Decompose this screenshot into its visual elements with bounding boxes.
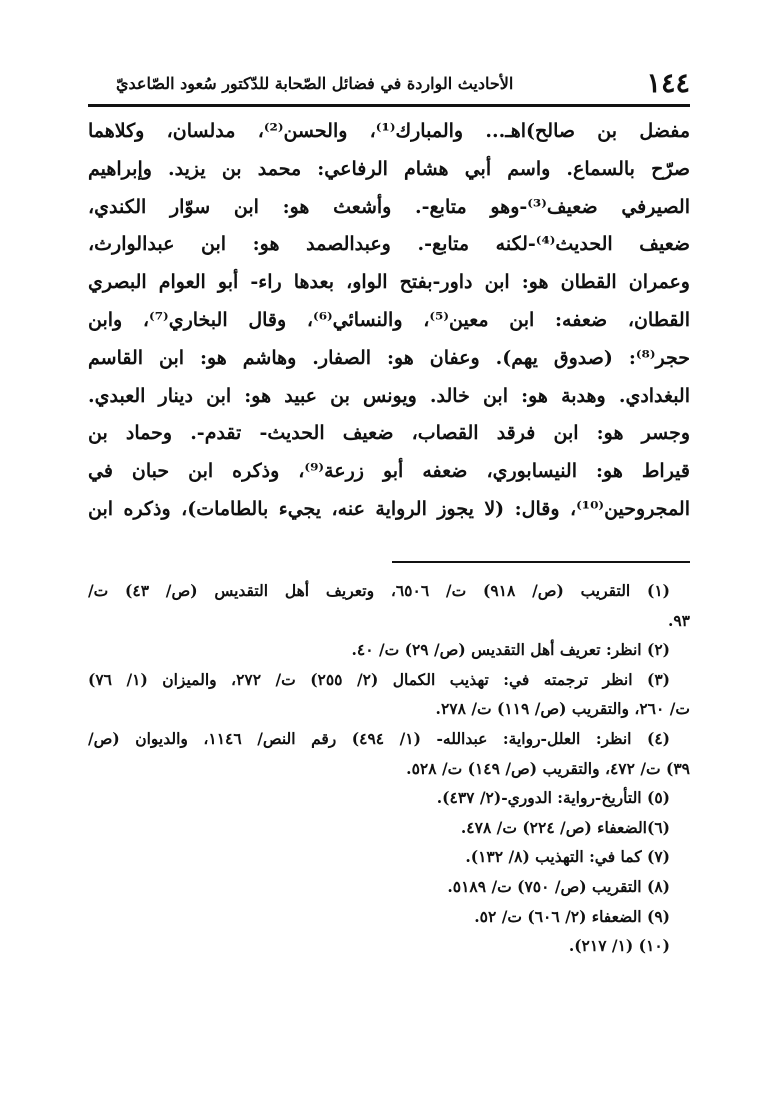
footnote-4: (٤) انظر: العلل-رواية: عبدالله- (١/ ٤٩٤) رقم النص/ ١١٤٦، والديوان (ص/ [88, 728, 670, 748]
footnote-1: (١) التقريب (ص/ ٩١٨) ت/ ٦٥٠٦، وتعريف أهل التقديس (ص/ ٤٣) ت/ [88, 581, 671, 600]
footnote-1-continued: ٩٣. [667, 610, 690, 630]
main-text [88, 113, 690, 529]
footnote-6: (٦)الضعفاء (ص/ ٢٢٤) ت/ ٤٧٨. [460, 817, 670, 837]
footnote-7: (٧) كما في: التهذيب (٨/ ١٣٢). [465, 847, 670, 867]
footnotes [88, 576, 690, 961]
footnote-9: (٩) الضعفاء (٢/ ٦٠٦) ت/ ٥٢. [474, 906, 670, 926]
page-number: ١٤٤ [646, 67, 690, 99]
text-line: وجسر هو: ابن فرقد القصاب، ضعيف الحديث- تقدم-. وحماد بن [88, 422, 690, 445]
footnote-2: (٢) انظر: تعريف أهل التقديس (ص/ ٢٩) ت/ ٤٠. [351, 640, 670, 660]
text-line: ضعيف الحديث⁽⁴⁾-لكنه متابع-. وعبدالصمد هو: ابن عبدالوارث، [88, 233, 690, 256]
footnote-8: (٨) التقريب (ص/ ٧٥٠) ت/ ٥١٨٩. [447, 876, 670, 896]
text-line: صرّح بالسماع. واسم أبي هشام الرفاعي: محمد بن يزيد. وإبراهيم [88, 157, 690, 180]
footnote-4-continued: ٣٩) ت/ ٤٧٢، والتقريب (ص/ ١٤٩) ت/ ٥٢٨. [406, 758, 690, 778]
footnote-separator [392, 561, 690, 563]
text-line: مفضل بن صالح)اهـ... والمبارك⁽¹⁾، والحسن⁽²⁾، مدلسان، وكلاهما [88, 120, 690, 142]
text-line: وعمران القطان هو: ابن داور-بفتح الواو، بعدها راء- أبو العوام البصري [88, 271, 690, 294]
text-line: البغدادي. وهدبة هو: ابن خالد. ويونس بن عبيد هو: ابن دينار العبدي. [88, 384, 690, 407]
running-head [88, 62, 690, 104]
text-line: المجروحين⁽¹⁰⁾، وقال: (لا يجوز الرواية عنه، يجيء بالطامات)، وذكره ابن [88, 497, 690, 520]
text-line: حجر⁽⁸⁾: (صدوق يهم). وعفان هو: الصفار. وهاشم هو: ابن القاسم [88, 346, 690, 369]
footnote-3-continued: ت/ ٢٦٠، والتقريب (ص/ ١١٩) ت/ ٢٧٨. [435, 699, 690, 719]
text-line: القطان، ضعفه: ابن معين⁽⁵⁾، والنسائي⁽⁶⁾، وقال البخاري⁽⁷⁾، وابن [88, 308, 690, 331]
text-line: الصيرفي ضعيف⁽³⁾-وهو متابع-. وأشعث هو: ابن سوّار الكندي، [88, 195, 690, 218]
footnote-10: (١٠) (١/ ٢١٧). [568, 936, 670, 956]
running-title: الأحاديث الواردة في فضائل الصّحابة للدّكتور سُعود الصّاعديّ [116, 73, 514, 93]
text-line: قيراط هو: النيسابوري، ضعفه أبو زرعة⁽⁹⁾، وذكره ابن حبان في [88, 460, 690, 483]
header-rule [88, 104, 690, 107]
footnote-5: (٥) التأريخ-رواية: الدوري-(٢/ ٤٣٧). [436, 788, 670, 808]
footnote-3: (٣) انظر ترجمته في: تهذيب الكمال (٢/ ٢٥٥) ت/ ٢٧٢، والميزان (١/ ٧٦) [88, 669, 670, 689]
